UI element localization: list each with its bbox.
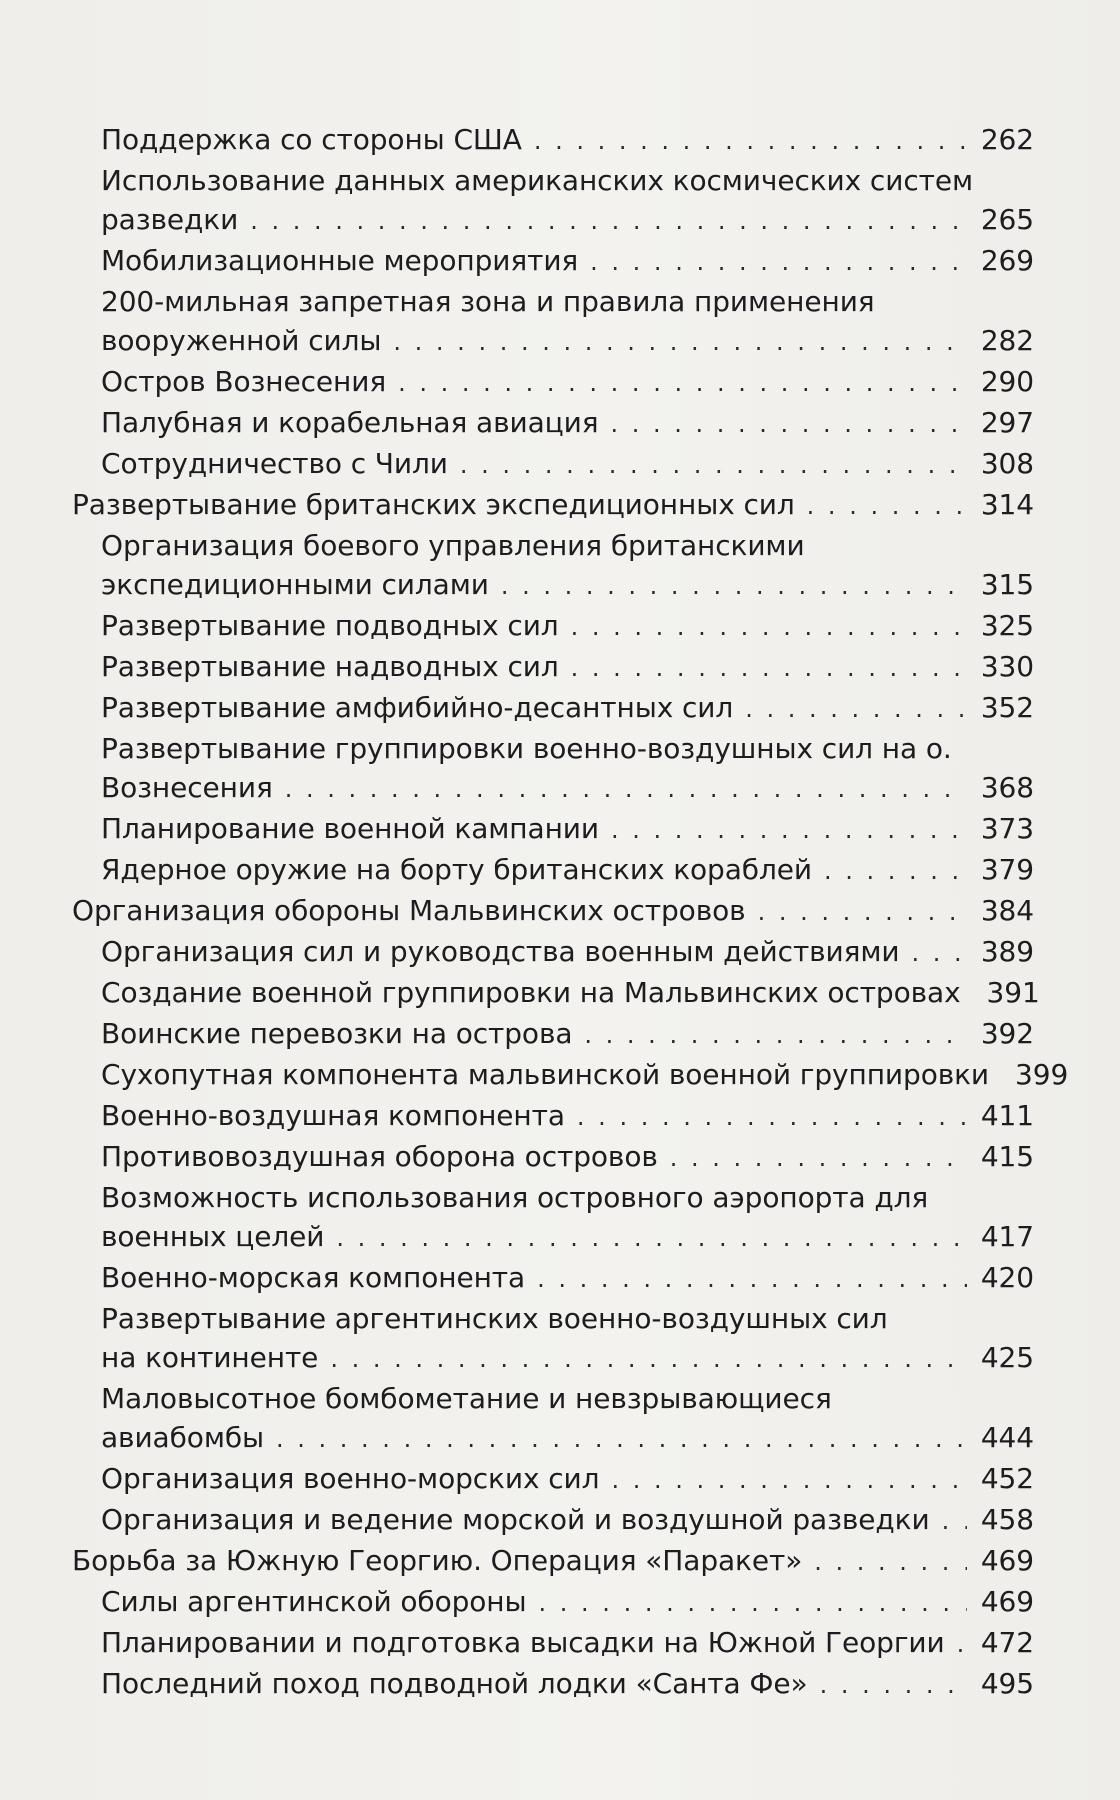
dot-leader	[820, 1666, 967, 1705]
toc-entry-title-line: авиабомбы	[101, 1421, 265, 1454]
toc-page-number: 391	[986, 976, 1040, 1009]
toc-page-number: 384	[980, 894, 1034, 927]
toc-subsection-entry	[72, 850, 1034, 891]
toc-entry-title-line: Развертывание аргентинских военно-воздушных сил	[101, 1302, 888, 1335]
toc-page-number: 282	[980, 324, 1034, 357]
dot-leader	[336, 1219, 966, 1258]
dot-leader	[807, 487, 967, 526]
toc-page-number: 420	[980, 1261, 1034, 1294]
toc-entry-title-line: Организация сил и руководства военным действиями	[101, 935, 900, 968]
toc-entry-title-line: Палубная и корабельная авиация	[101, 406, 599, 439]
toc-entry-title-line: 200-мильная запретная зона и правила применения	[101, 285, 875, 318]
toc-subsection-entry	[72, 1500, 1034, 1541]
toc-section-entry	[72, 485, 1034, 526]
toc-subsection-entry	[72, 932, 1034, 973]
toc-subsection-entry	[72, 241, 1034, 282]
toc-page-number: 297	[980, 406, 1034, 439]
toc-section-entry	[72, 1541, 1034, 1582]
toc-entry-title-line: на континенте	[101, 1341, 319, 1374]
dot-leader	[534, 122, 967, 161]
toc-page-number: 265	[980, 203, 1034, 236]
toc-entry-title-line: Сухопутная компонента мальвинской военной группировки	[101, 1058, 990, 1091]
toc-page-number: 389	[980, 935, 1034, 968]
toc-page-number: 379	[980, 853, 1034, 886]
dot-leader	[912, 934, 967, 973]
toc-page-number: 262	[980, 123, 1034, 156]
toc-subsection-entry	[72, 647, 1034, 688]
toc-entry-title-line: Ядерное оружие на борту британских кораблей	[101, 853, 812, 886]
toc-entry-title-line: Развертывание британских экспедиционных сил	[72, 488, 795, 521]
toc-page-number: 415	[980, 1140, 1034, 1173]
toc-entry-title-line: Маловысотное бомбометание и невзрывающиеся	[101, 1382, 832, 1415]
toc-page-number: 314	[980, 488, 1034, 521]
toc-entry-title-line: Развертывание подводных сил	[101, 609, 559, 642]
dot-leader	[571, 649, 967, 688]
toc-entry-title-line: Поддержка со стороны США	[101, 123, 522, 156]
dot-leader	[758, 893, 967, 932]
toc-entry-title-line: Мобилизационные мероприятия	[101, 244, 579, 277]
dot-leader	[250, 202, 967, 241]
dot-leader	[285, 770, 967, 809]
toc-entry-title-line: Организация обороны Мальвинских островов	[72, 894, 746, 927]
dot-leader	[942, 1502, 967, 1541]
toc-page-number: 368	[980, 771, 1034, 804]
toc-entry-title-line: Воинские перевозки на острова	[101, 1017, 573, 1050]
dot-leader	[824, 852, 967, 891]
toc-page-number: 399	[1015, 1058, 1069, 1091]
toc-entry-title-line: Организация и ведение морской и воздушной разведки	[101, 1503, 930, 1536]
toc-entry-title-line: Военно-морская компонента	[101, 1261, 526, 1294]
toc-page-number: 417	[980, 1220, 1034, 1253]
toc-page-number: 495	[980, 1667, 1034, 1700]
dot-leader	[610, 405, 966, 444]
toc-page-number: 330	[980, 650, 1034, 683]
dot-leader	[393, 323, 966, 362]
dot-leader	[398, 364, 967, 403]
toc-page-number: 392	[980, 1017, 1034, 1050]
toc-subsection-entry	[72, 809, 1034, 850]
toc-subsection-entry	[72, 1379, 1034, 1459]
toc-subsection-entry	[72, 973, 1040, 1014]
dot-leader	[330, 1340, 967, 1379]
toc-entry-title-line: Использование данных американских космических систем	[101, 164, 973, 197]
toc-entry-title-line: военных целей	[101, 1220, 325, 1253]
toc-subsection-entry	[72, 1258, 1034, 1299]
dot-leader	[539, 1584, 967, 1623]
toc-entry-title-line: Организация боевого управления британскими	[101, 529, 805, 562]
toc-page-number: 472	[980, 1626, 1034, 1659]
toc-page-number: 269	[980, 244, 1034, 277]
toc-entry-title-line: Силы аргентинской обороны	[101, 1585, 527, 1618]
toc-subsection-entry	[72, 403, 1034, 444]
toc-entry-title-line: Развертывание надводных сил	[101, 650, 559, 683]
toc-section-entry	[72, 891, 1034, 932]
toc-page-number: 425	[980, 1341, 1034, 1374]
dot-leader	[611, 811, 967, 850]
toc-subsection-entry	[72, 444, 1034, 485]
toc-entry-title-line: Развертывание группировки военно-воздушных сил на о.	[101, 732, 952, 765]
toc-entry-title-line: Вознесения	[101, 771, 273, 804]
toc-page-number: 352	[980, 691, 1034, 724]
toc-subsection-entry	[72, 1137, 1034, 1178]
dot-leader	[745, 690, 967, 729]
dot-leader	[590, 243, 967, 282]
toc-subsection-entry	[72, 362, 1034, 403]
toc-page-number: 444	[980, 1421, 1034, 1454]
table-of-contents	[72, 120, 1069, 1705]
toc-entry-title-line: Создание военной группировки на Мальвинских островах	[101, 976, 961, 1009]
dot-leader	[276, 1420, 967, 1459]
toc-page-number: 458	[980, 1503, 1034, 1536]
dot-leader	[814, 1543, 967, 1582]
toc-subsection-entry	[72, 1055, 1069, 1096]
dot-leader	[460, 446, 967, 485]
toc-page-number: 315	[980, 568, 1034, 601]
toc-page-number: 325	[980, 609, 1034, 642]
toc-entry-title-line: Противовоздушная оборона островов	[101, 1140, 658, 1173]
toc-page-number: 373	[980, 812, 1034, 845]
toc-subsection-entry	[72, 1664, 1034, 1705]
dot-leader	[584, 1016, 966, 1055]
dot-leader	[611, 1461, 966, 1500]
toc-entry-title-line: Организация военно-морских сил	[101, 1462, 600, 1495]
toc-entry-title-line: экспедиционными силами	[101, 568, 489, 601]
toc-page-number: 469	[980, 1544, 1034, 1577]
toc-entry-title-line: Борьба за Южную Георгию. Операция «Паракет»	[72, 1544, 803, 1577]
dot-leader	[537, 1260, 967, 1299]
dot-leader	[957, 1625, 967, 1664]
toc-subsection-entry	[72, 282, 1034, 362]
toc-subsection-entry	[72, 1299, 1034, 1379]
toc-entry-title-line: вооруженной силы	[101, 324, 382, 357]
toc-page-number: 308	[980, 447, 1034, 480]
toc-page-number: 290	[980, 365, 1034, 398]
toc-entry-title-line: Развертывание амфибийно-десантных сил	[101, 691, 734, 724]
toc-subsection-entry	[72, 729, 1034, 809]
toc-subsection-entry	[72, 161, 1034, 241]
toc-page-number: 411	[980, 1099, 1034, 1132]
toc-entry-title-line: разведки	[101, 203, 239, 236]
toc-page-number: 452	[980, 1462, 1034, 1495]
toc-subsection-entry	[72, 526, 1034, 606]
toc-subsection-entry	[72, 1096, 1034, 1137]
dot-leader	[571, 608, 967, 647]
toc-page-number: 469	[980, 1585, 1034, 1618]
toc-entry-title-line: Военно-воздушная компонента	[101, 1099, 565, 1132]
dot-leader	[577, 1098, 967, 1137]
toc-subsection-entry	[72, 1459, 1034, 1500]
dot-leader	[670, 1139, 967, 1178]
toc-subsection-entry	[72, 1582, 1034, 1623]
toc-entry-title-line: Планировании и подготовка высадки на Южной Георгии	[101, 1626, 945, 1659]
toc-subsection-entry	[72, 120, 1034, 161]
toc-subsection-entry	[72, 688, 1034, 729]
toc-subsection-entry	[72, 606, 1034, 647]
toc-entry-title-line: Планирование военной кампании	[101, 812, 599, 845]
toc-subsection-entry	[72, 1623, 1034, 1664]
toc-subsection-entry	[72, 1178, 1034, 1258]
toc-entry-title-line: Остров Вознесения	[101, 365, 387, 398]
dot-leader	[501, 567, 967, 606]
toc-subsection-entry	[72, 1014, 1034, 1055]
toc-entry-title-line: Последний поход подводной лодки «Санта Фе»	[101, 1667, 808, 1700]
toc-entry-title-line: Возможность использования островного аэропорта для	[101, 1181, 929, 1214]
toc-entry-title-line: Сотрудничество с Чили	[101, 447, 448, 480]
